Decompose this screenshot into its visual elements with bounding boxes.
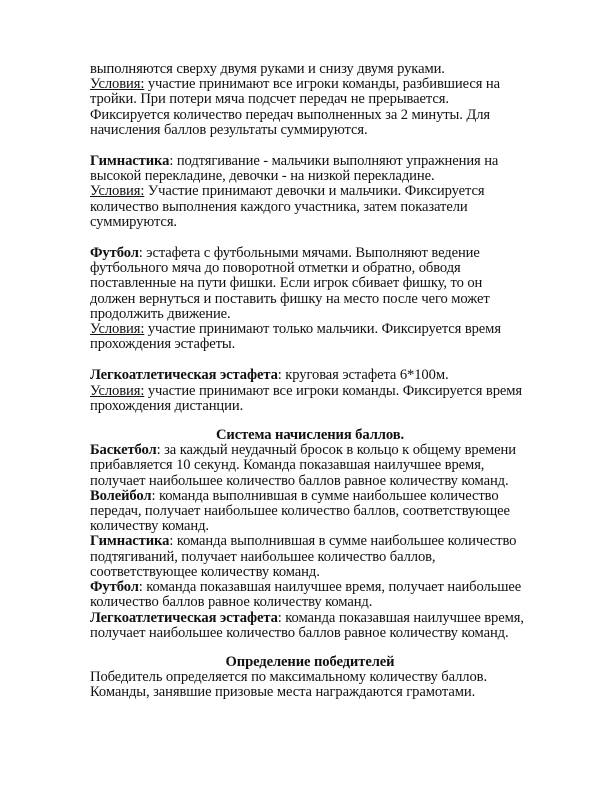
scoring-gymnastics-title: Гимнастика <box>90 533 170 550</box>
scoring-basketball <box>90 443 530 489</box>
volleyball-tail <box>90 62 530 77</box>
scoring-gymnastics-text: : команда выполнившая в сумме наибольшее количество подтягиваний, получает наибольшее количество баллов, соответствующее количеству команд. <box>90 533 517 580</box>
scoring-relay-text: : команда показавшая наилучшее время, получает наибольшее количество баллов равное количеству команд. <box>90 609 524 641</box>
relay-conditions-text: участие принимают все игроки команды. Фиксируется время прохождения дистанции. <box>90 382 523 414</box>
scoring-volleyball-title: Волейбол <box>90 487 152 504</box>
winners-heading: Определение победителей <box>225 653 395 670</box>
gymnastics-conditions-text: Участие принимают девочки и мальчики. Фиксируется количество выполнения каждого участника, затем показатели суммируются. <box>90 183 485 230</box>
football-conditions-text: участие принимают только мальчики. Фиксируется время прохождения эстафеты. <box>90 321 501 353</box>
gymnastics-description <box>90 154 530 184</box>
relay-title: Легкоатлетическая эстафета <box>90 367 278 384</box>
spacer <box>90 138 530 154</box>
volleyball-tail-text: выполняются сверху двумя руками и снизу двумя руками. <box>90 61 445 77</box>
winners-text: Победитель определяется по максимальному количеству баллов. Команды, занявшие призовые места награждаются грамотами. <box>90 669 488 701</box>
scoring-heading: Система начисления баллов. <box>215 427 405 444</box>
document-body <box>90 62 530 701</box>
volleyball-conditions <box>90 77 530 138</box>
conditions-label: Условия: <box>90 382 145 399</box>
relay-conditions <box>90 384 530 414</box>
spacer <box>90 230 530 246</box>
football-description <box>90 246 530 322</box>
gymnastics-text: : подтягивание - мальчики выполняют упражнения на высокой перекладине, девочки - на низкой перекладине. <box>90 153 499 185</box>
scoring-volleyball <box>90 489 530 535</box>
scoring-relay <box>90 611 530 641</box>
football-text: : эстафета с футбольными мячами. Выполняют ведение футбольного мяча до поворотной отметки и обратно, обводя поставленные на пути фишки. Если игрок сбивает фишку, то он должен вернуться и поставить фишку на место после чего может продолжить движение. <box>90 245 490 322</box>
conditions-label: Условия: <box>90 76 145 93</box>
scoring-football-text: : команда показавшая наилучшее время, получает наибольшее количество баллов равное количеству команд. <box>90 579 522 611</box>
football-conditions <box>90 322 530 352</box>
conditions-label: Условия: <box>90 183 145 200</box>
conditions-label: Условия: <box>90 321 145 338</box>
scoring-football <box>90 580 530 610</box>
gymnastics-conditions <box>90 184 530 230</box>
scoring-relay-title: Легкоатлетическая эстафета <box>90 609 278 626</box>
scoring-football-title: Футбол <box>90 579 139 596</box>
scoring-basketball-text: : за каждый неудачный бросок в кольцо к общему времени прибавляется 10 секунд. Команда показавшая наилучшее время, получает наибольшее количество баллов равное количеству команд. <box>90 442 516 489</box>
spacer <box>90 641 530 655</box>
volleyball-conditions-text: участие принимают все игроки команды, разбившиеся на тройки. При потери мяча подсчет передач не прерывается. Фиксируется количество передач выполненных за 2 минуты. Для начисления баллов результаты суммируются. <box>90 76 500 138</box>
scoring-gymnastics <box>90 534 530 580</box>
football-title: Футбол <box>90 245 139 262</box>
gymnastics-title: Гимнастика <box>90 153 170 170</box>
relay-text: : круговая эстафета 6*100м. <box>277 367 449 384</box>
scoring-basketball-title: Баскетбол <box>90 442 157 459</box>
scoring-volleyball-text: : команда выполнившая в сумме наибольшее количество передач, получает наибольшее количество баллов, соответствующее количеству команд. <box>90 487 510 535</box>
spacer <box>90 414 530 428</box>
relay-description <box>90 368 530 383</box>
spacer <box>90 352 530 368</box>
